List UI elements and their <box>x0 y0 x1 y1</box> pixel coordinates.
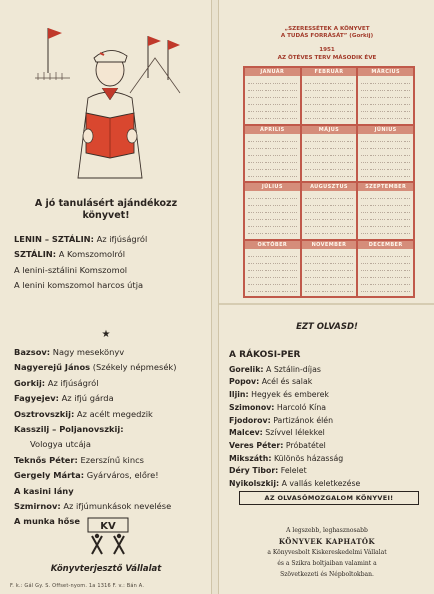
list-item: A kasini lány <box>14 485 74 496</box>
calendar-days-texture <box>245 134 300 177</box>
publisher-logo <box>86 516 130 556</box>
calendar-month-name: JÚNIUS <box>358 126 413 134</box>
list-item: Malcev: Szívvel lélekkel <box>229 428 325 438</box>
list-item: Szimonov: Harcoló Kína <box>229 402 327 412</box>
list-item: LENIN – SZTÁLIN: Az ifjúságról <box>14 234 148 244</box>
svg-text:KV: KV <box>100 521 116 532</box>
list-item: A RÁKOSI-PER <box>229 350 301 360</box>
fold-line <box>219 303 434 305</box>
list-item: A lenini-sztálini Komszomol <box>14 264 128 275</box>
list-item: SZTÁLIN: A Komszomolról <box>14 249 126 260</box>
calendar-month-name: ÁPRILIS <box>245 126 300 134</box>
list-item: Nagyerejű János (Székely népmesék) <box>14 362 177 373</box>
calendar-days-texture <box>245 191 300 234</box>
calendar-month-name: JÚLIUS <box>245 183 300 191</box>
calendar-month <box>301 182 358 240</box>
calendar-month-name: OKTÓBER <box>245 241 300 249</box>
list-item: Mikszáth: Különös házasság <box>229 453 344 463</box>
calendar-month-name: SZEPTEMBER <box>358 183 413 191</box>
right-page <box>218 0 434 594</box>
calendar-month <box>301 67 358 125</box>
calendar-days-texture <box>245 249 300 292</box>
calendar-month <box>357 240 414 298</box>
calendar-days-texture <box>358 76 413 119</box>
list-item: Bazsov: Nagy mesekönyv <box>14 347 125 357</box>
calendar-month <box>244 67 301 125</box>
calendar-days-texture <box>358 134 413 177</box>
read-this-heading: EZT OLVASD! <box>296 322 358 332</box>
calendar-month-name: AUGUSZTUS <box>302 183 357 191</box>
calendar-month <box>244 125 301 183</box>
print-info: F. k.: Gál Gy. S. Offset-nyom. 1a 1316 F. v.: Bán A. <box>10 583 145 589</box>
calendar-days-texture <box>245 76 300 119</box>
calendar-month <box>357 125 414 183</box>
availability-note: A legszebb, leghasznosabb KÖNYVEK KAPHATÓK a Könyvesbolt Kiskereskedelmi Vállalat és a Szikra boltjaiban valamint a Szövetkezeti és Népboltokban. <box>267 527 387 578</box>
calendar-days-texture <box>302 76 357 119</box>
publisher-name: Könyvterjesztő Vállalat <box>50 564 162 574</box>
list-item: Vologya utcája <box>30 439 91 450</box>
star-separator: ★ <box>101 329 111 340</box>
reading-movement-banner: AZ OLVASÓMOZGALOM KÖNYVEI! <box>239 491 419 505</box>
list-item: Veres Péter: Próbatétel <box>229 440 326 450</box>
calendar-year: 1951 <box>319 47 335 53</box>
calendar-subtitle: AZ ÖTÉVES TERV MÁSODIK ÉVE <box>277 55 377 61</box>
calendar-month-name: JANUÁR <box>245 68 300 76</box>
calendar-month <box>357 182 414 240</box>
gift-book-headline: A jó tanulásért ajándékozz könyvet! <box>34 198 178 221</box>
list-item: Iljin: Hegyek és emberek <box>229 390 329 400</box>
list-item: Teknős Péter: Ezerszínű kincs <box>14 454 145 465</box>
calendar-days-texture <box>302 191 357 234</box>
calendar-days-texture <box>302 134 357 177</box>
calendar-month <box>301 240 358 298</box>
list-item: Gorelik: A Sztálin-díjas <box>229 364 321 374</box>
calendar-month-name: MÁJUS <box>302 126 357 134</box>
left-page <box>0 0 212 594</box>
list-item: A munka hőse <box>14 516 80 527</box>
calendar-days-texture <box>358 249 413 292</box>
list-item: Popov: Acél és salak <box>229 377 313 387</box>
list-item: Szmirnov: Az ifjúmunkások nevelése <box>14 501 172 512</box>
book-list-2 <box>14 345 208 530</box>
list-item: Fjodorov: Partizánok élén <box>229 415 334 425</box>
book-list-1 <box>14 232 208 294</box>
calendar-month-name: DECEMBER <box>358 241 413 249</box>
pioneer-reading-illustration <box>30 18 190 193</box>
calendar-month-name: MÁRCIUS <box>358 68 413 76</box>
list-item: Kasszilj – Poljanovszkij: <box>14 424 124 435</box>
list-item: Nyikolszkij: A vallás keletkezése <box>229 479 361 489</box>
reading-list <box>229 349 429 491</box>
calendar-days-texture <box>358 191 413 234</box>
list-item: A lenini komszomol harcos útja <box>14 280 144 291</box>
list-item: Gergely Márta: Gyárváros, előre! <box>14 470 159 481</box>
list-item: Gorkij: Az ifjúságról <box>14 377 99 388</box>
calendar-month <box>244 182 301 240</box>
calendar-grid <box>243 66 415 298</box>
calendar-month <box>357 67 414 125</box>
calendar-month-name: FEBRUÁR <box>302 68 357 76</box>
calendar-month <box>244 240 301 298</box>
list-item: Déry Tibor: Felelet <box>229 466 307 476</box>
list-item: Fagyejev: Az ifjú gárda <box>14 393 114 404</box>
list-item: Osztrovszkij: Az acélt megedzik <box>14 408 153 419</box>
calendar-month <box>301 125 358 183</box>
calendar-days-texture <box>302 249 357 292</box>
gorkij-motto: „SZERESSÉTEK A KÖNYVET A TUDÁS FORRÁSÁT” (Gorkij) <box>280 26 374 39</box>
calendar-month-name: NOVEMBER <box>302 241 357 249</box>
